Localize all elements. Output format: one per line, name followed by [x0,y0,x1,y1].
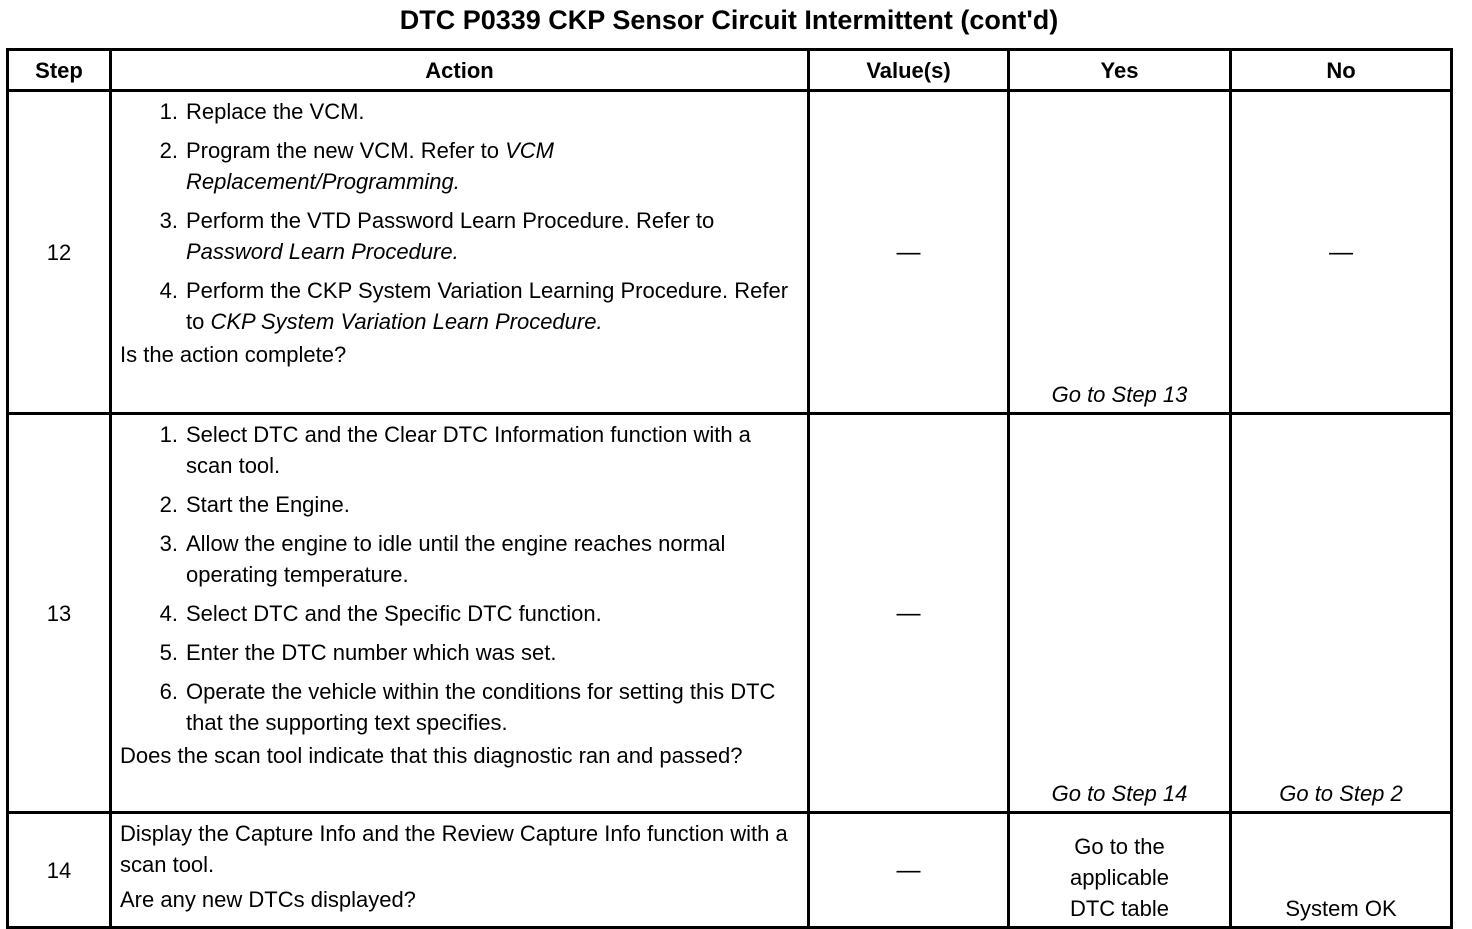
action-step [159,135,789,197]
action-question: Does the scan tool indicate that this diagnostic ran and passed? [120,743,743,768]
action-step [159,419,789,481]
step-item-number: 5. [159,640,178,665]
action-step [159,637,789,668]
table-row [8,813,1452,928]
step-item-number: 1. [159,422,178,447]
yes-line: applicable [1069,865,1170,890]
reference-link: VCM Replacement/Programming. [186,138,555,194]
values-dash: — [896,856,921,884]
action-cell [111,813,809,928]
step-item-number: 2. [159,138,178,163]
step-item-number: 3. [159,531,178,556]
action-question: Is the action complete? [120,342,347,367]
step-item-text: Select DTC and the Clear DTC Information function with a scan tool. [186,422,751,478]
step-number: 14 [8,813,111,928]
action-steps-list [120,96,789,337]
action-intro: Display the Capture Info and the Review Capture Info function with a scan tool. [120,821,788,877]
values-cell [809,91,1009,414]
step-item-text: Enter the DTC number which was set. [186,640,557,665]
no-goto: Go to Step 2 [1279,781,1403,806]
step-item-text: Program the new VCM. Refer to [186,138,506,163]
yes-line: Go to the [1074,834,1165,859]
action-cell [111,91,809,414]
values-cell [809,414,1009,813]
yes-line: DTC table [1069,896,1170,921]
action-step [159,275,789,337]
step-item-number: 6. [159,679,178,704]
page-title: DTC P0339 CKP Sensor Circuit Intermittent (cont'd) [399,5,1059,35]
action-step [159,676,789,738]
header-step: Step [8,50,111,91]
action-steps-list [120,419,789,738]
step-item-text: Perform the CKP System Variation Learning Procedure. Refer to [186,278,789,334]
yes-goto: Go to Step 13 [1051,382,1188,407]
action-step [159,96,789,127]
action-step [159,528,789,590]
table-header-row [8,50,1452,91]
no-dash: — [1329,238,1353,266]
header-values: Value(s) [809,50,1009,91]
values-cell [809,813,1009,928]
step-item-text: Allow the engine to idle until the engine reaches normal operating temperature. [186,531,726,587]
table-row [8,91,1452,414]
diagnostic-table [6,48,1453,929]
action-question: Are any new DTCs displayed? [120,887,416,912]
no-result: System OK [1285,896,1397,921]
step-item-text: Start the Engine. [186,492,350,517]
action-cell [111,414,809,813]
yes-goto: Go to Step 14 [1051,781,1188,806]
table-row [8,414,1452,813]
reference-link: CKP System Variation Learn Procedure. [210,309,603,334]
header-no: No [1231,50,1452,91]
header-yes: Yes [1009,50,1231,91]
step-item-number: 3. [159,208,178,233]
values-dash: — [896,599,921,627]
yes-cell [1009,813,1231,928]
yes-cell [1009,414,1231,813]
step-item-number: 1. [159,99,178,124]
action-step [159,489,789,520]
no-cell [1231,813,1452,928]
action-step [159,598,789,629]
step-item-text: Perform the VTD Password Learn Procedure. Refer to [186,208,715,233]
values-dash: — [896,238,921,266]
step-item-text: Operate the vehicle within the conditions for setting this DTC that the supporting text specifies. [186,679,776,735]
step-item-text: Replace the VCM. [186,99,365,124]
step-item-number: 2. [159,492,178,517]
step-item-number: 4. [159,278,178,303]
reference-link: Password Learn Procedure. [186,239,459,264]
step-item-number: 4. [159,601,178,626]
step-item-text: Select DTC and the Specific DTC function. [186,601,602,626]
no-cell [1231,414,1452,813]
yes-cell [1009,91,1231,414]
action-step [159,205,789,267]
no-cell [1231,91,1452,414]
step-number: 13 [8,414,111,813]
header-action: Action [111,50,809,91]
step-number: 12 [8,91,111,414]
